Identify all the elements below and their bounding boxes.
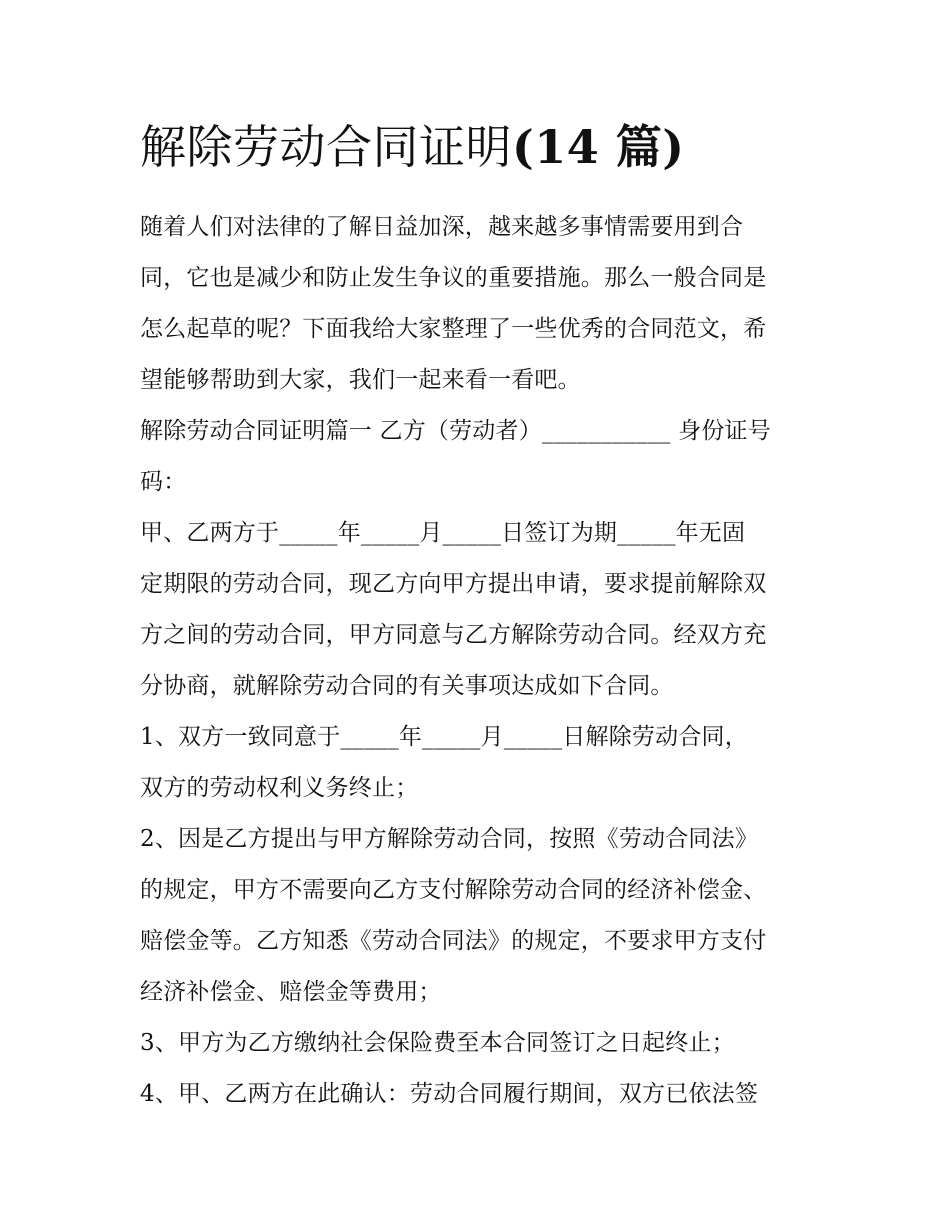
- clause-line: 赔偿金等。乙方知悉《劳动合同法》的规定，不要求甲方支付: [140, 928, 767, 954]
- body-line: 定期限的劳动合同，现乙方向甲方提出申请，要求提前解除双: [140, 571, 767, 597]
- clause-line: 经济补偿金、赔偿金等费用；: [140, 979, 442, 1005]
- document-content: [140, 112, 815, 1120]
- section-heading-line: 解除劳动合同证明篇一 乙方（劳动者）___________ 身份证号: [140, 418, 771, 444]
- clause-line: 1、双方一致同意于_____年_____月_____日解除劳动合同，: [140, 724, 748, 750]
- document-title: [140, 112, 815, 182]
- clause-line: 的规定，甲方不需要向乙方支付解除劳动合同的经济补偿金、: [140, 877, 767, 903]
- clause-line: 3、甲方为乙方缴纳社会保险费至本合同签订之日起终止；: [140, 1030, 735, 1056]
- body-line: 甲、乙两方于_____年_____月_____日签订为期_____年无固: [140, 520, 746, 546]
- document-title-suffix: (14 篇): [512, 120, 685, 174]
- body-line: 分协商，就解除劳动合同的有关事项达成如下合同。: [140, 673, 674, 699]
- document-title-main: 解除劳动合同证明: [140, 120, 512, 174]
- body-line: 随着人们对法律的了解日益加深，越来越多事情需要用到合: [140, 214, 744, 240]
- clause-line: 2、因是乙方提出与甲方解除劳动合同，按照《劳动合同法》: [140, 826, 759, 852]
- body-line: 同，它也是减少和防止发生争议的重要措施。那么一般合同是: [140, 265, 767, 291]
- clause-line: 4、甲、乙两方在此确认：劳动合同履行期间，双方已依法签: [140, 1081, 759, 1107]
- body-line: 方之间的劳动合同，甲方同意与乙方解除劳动合同。经双方充: [140, 622, 767, 648]
- body-line: 望能够帮助到大家，我们一起来看一看吧。: [140, 367, 581, 393]
- clause-line: 双方的劳动权利义务终止；: [140, 775, 419, 801]
- body-line: 码：: [140, 469, 187, 495]
- document-body: [140, 202, 815, 1120]
- body-line: 怎么起草的呢？下面我给大家整理了一些优秀的合同范文，希: [140, 316, 767, 342]
